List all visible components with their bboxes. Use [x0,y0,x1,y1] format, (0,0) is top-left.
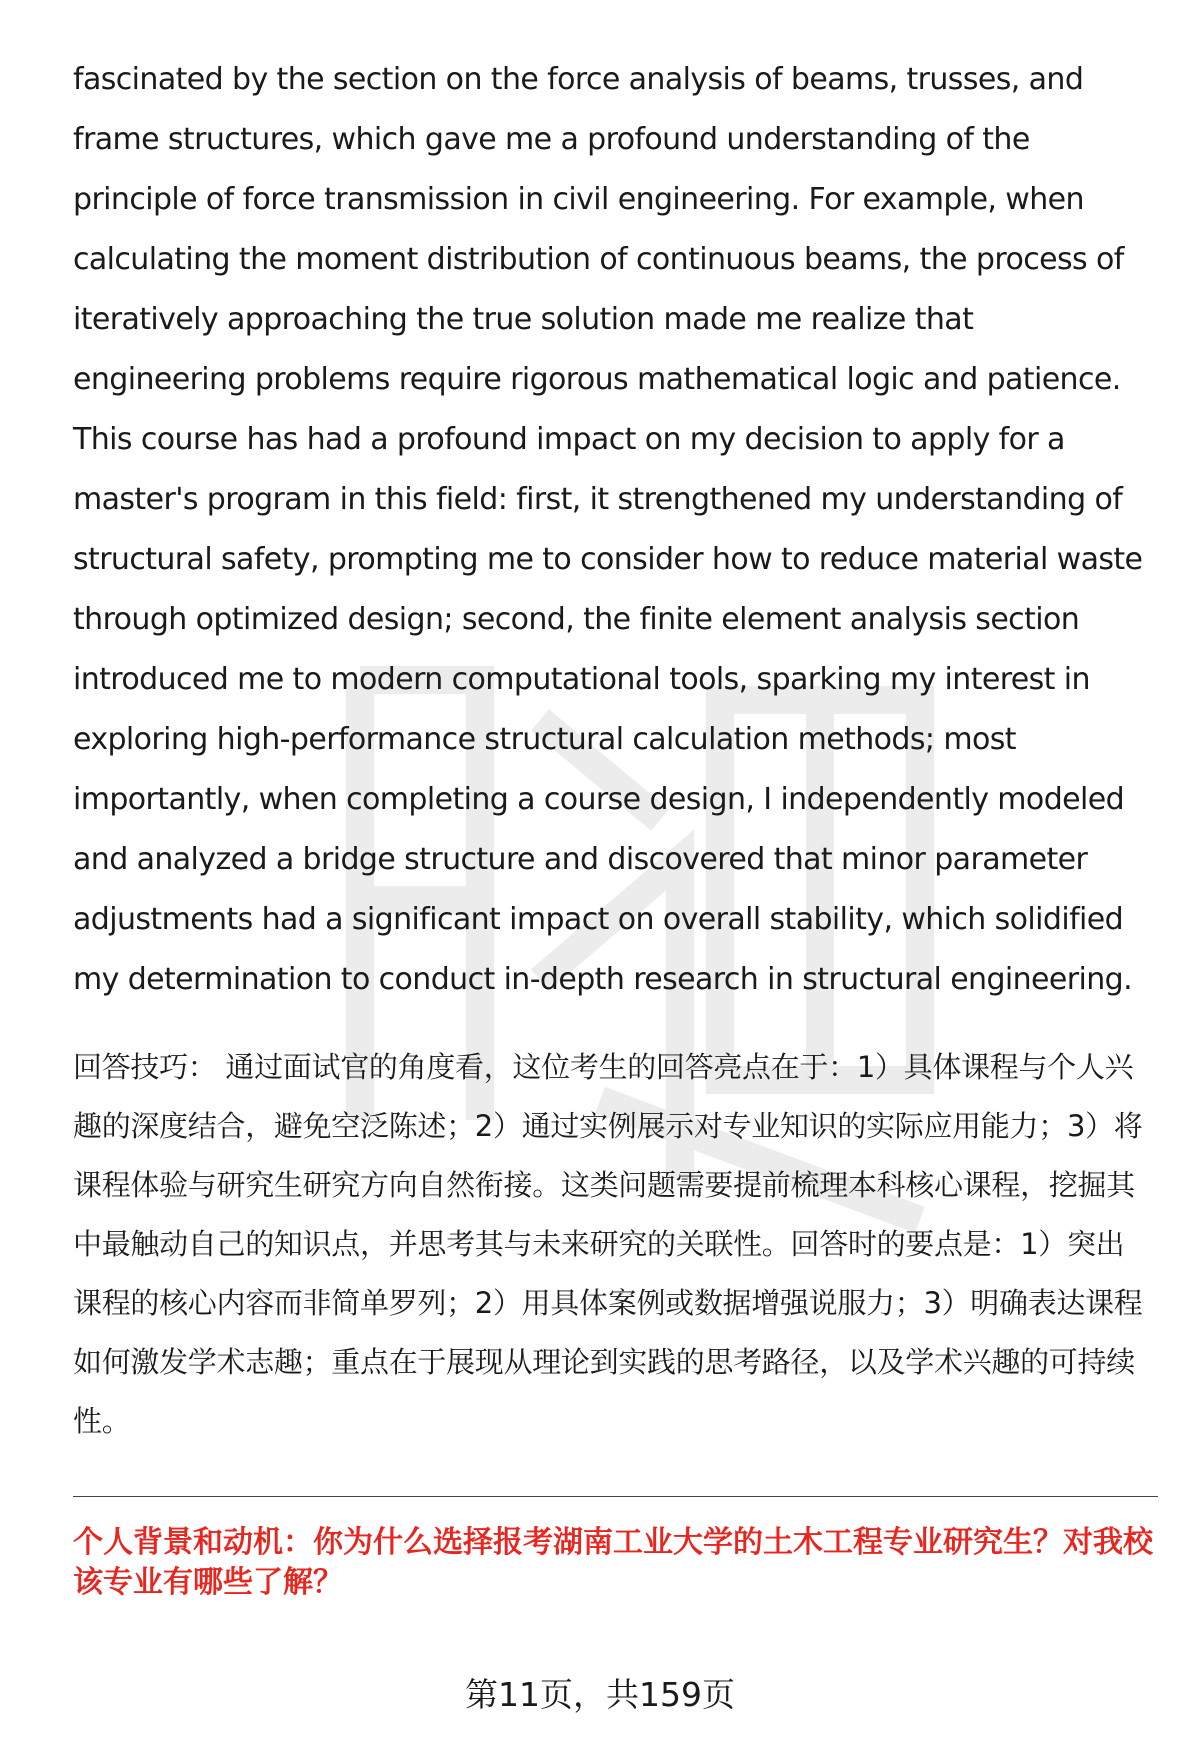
section-divider [73,1496,1158,1497]
answer-tips-paragraph: 回答技巧： 通过面试官的角度看，这位考生的回答亮点在于：1）具体课程与个人兴趣的深度结合，避免空泛陈述；2）通过实例展示对专业知识的实际应用能力；3）将课程体验与研究生研究方向自然衔接。这类问题需要提前梳理本科核心课程，挖掘其中最触动自己的知识点，并思考其与未来研究的关联性。回答时的要点是：1）突出课程的核心内容而非简单罗列；2）用具体案例或数据增强说服力；3）明确表达课程如何激发学术志趣；重点在于展现从理论到实践的思考路径，以及学术兴趣的可持续性。 [73,1050,1143,1438]
document-page [73,50,1153,1603]
page-number-footer: 第11页，共159页 [465,1675,735,1714]
answer-paragraph: fascinated by the section on the force analysis of beams, trusses, and frame structures, which gave me a profound understanding of the principle of force transmission in civil engineering. For example, when calculating the moment distribution of continuous beams, the process of iteratively approaching the true solution made me realize that engineering problems require rigorous mathematical logic and patience. This course has had a profound impact on my decision to apply for a master's program in this field: first, it strengthened my understanding of structural safety, prompting me to consider how to reduce material waste through optimized design; second, the finite element analysis section introduced me to modern computational tools, sparking my interest in exploring high-performance structural calculation methods; most importantly, when completing a course design, I independently modeled and analyzed a bridge structure and discovered that minor parameter adjustments had a significant impact on overall stability, which solidified my determination to conduct in-depth research in structural engineering. [73,62,1143,997]
question-heading: 个人背景和动机：你为什么选择报考湖南工业大学的土木工程专业研究生？对我校该专业有哪些了解？ [73,1525,1153,1600]
